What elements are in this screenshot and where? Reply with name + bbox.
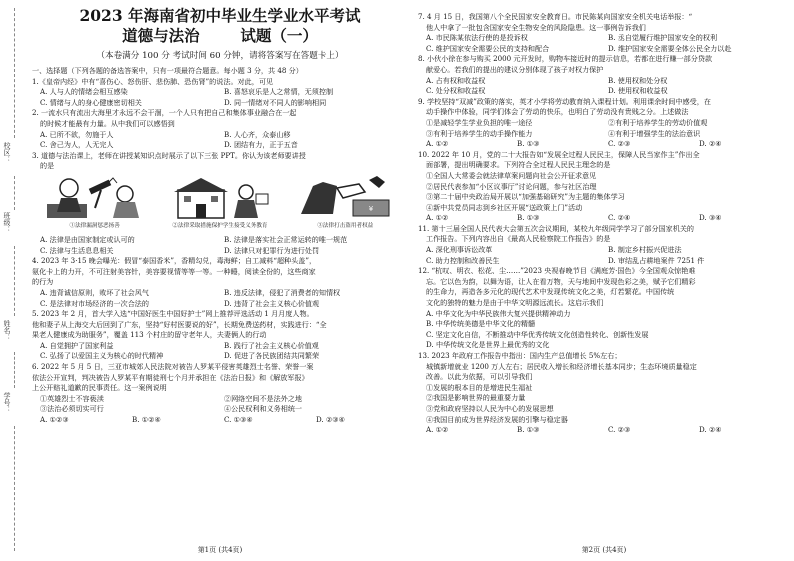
statement-2: ②居民代表参加“小区议事厅”讨论问题，参与社区治理 (426, 181, 597, 191)
question-9-stem: 9. 学校坚持“双减”政策的落实，英才小学将劳动教育纳入课程计划。利用课余时间中感受，在 (418, 96, 711, 106)
question-4-stem: 氨化卡上的力开，不可注射美容针，美容要视情等等一等。一种睡，阅读全份的，这些商家 (32, 266, 316, 276)
question-3-stem: 的是 (40, 161, 55, 171)
question-7-options (418, 44, 790, 55)
option-c: C. 维护国家安全需要公民的支持和配合 (426, 43, 550, 53)
option-c: C. 情绪与人的身心健康密切相关 (40, 97, 142, 107)
question-1-options (32, 98, 408, 109)
option-b: B. 制定乡村振兴促进法 (608, 245, 682, 255)
statement-1: ①发展的根本目的是增进民生福祉 (426, 382, 533, 392)
page-footer: 第1页 (共4页) (197, 546, 243, 554)
option-b: B. ①③ (517, 139, 540, 149)
option-c: C. ②③ (608, 139, 631, 149)
option-b: B. ①②④ (132, 415, 161, 425)
question-3-stem: 3. 道德与法治课上，老师在讲授某知识点时展示了以下三张 PPT。你认为该老师要讲授 (32, 150, 306, 160)
question-6-options (32, 415, 408, 426)
exam-instructions: （本卷满分 100 分 考试时间 60 分钟，请将答案写在答题卡上） (96, 51, 344, 61)
statement-1: ①英雄烈士不容亵渎 (40, 393, 104, 403)
question-13-options (418, 425, 790, 436)
statement-2: ②网络空间不是法外之地 (224, 393, 303, 403)
question-5-options (32, 341, 408, 352)
option-d: D. 团结有力，正于五音 (224, 140, 298, 150)
question-2-stem: 2. 一流水只有流出大海里才永远不会干涸，一个人只有把自己和集体事业融合在一起 (32, 108, 297, 118)
question-11-options (418, 256, 790, 267)
cartoon-1-caption: ①法律漏洞惩恶扬善 (69, 222, 120, 229)
option-b: B. 喜怒哀乐是人之常情，无须控制 (224, 87, 334, 97)
statement-3: ③党和政府坚持以人民为中心的发展思想 (426, 403, 554, 413)
question-6-stem: 依法公开宣判，判决被告人罗某平有期徒刑七个月并承担在《法治日报》和《解放军报》 (32, 372, 309, 382)
option-b: B. 中华传统美德是中华文化的精髓 (426, 319, 536, 329)
question-2-options (32, 130, 408, 141)
strip-label-id: 学号： (3, 392, 11, 413)
cartoon-image-school (168, 174, 272, 222)
option-a: A. ①② (426, 213, 449, 223)
subject-name: 道德与法治 (122, 26, 200, 45)
question-10-stem: 面部署，提出明确要求。下列符合全过程人民民主理念的是 (426, 160, 611, 170)
option-b: B. 法律是落实社会正常运转的唯一规范 (224, 234, 348, 244)
question-11-stem: 工作报告。下列内容出自《最高人民检察院工作报告》的是 (426, 234, 611, 244)
question-7-stem: 7. 4 月 15 日，我国第八个全民国家安全教育日。市民陈某向国家安全机关电话举报：“ (418, 12, 693, 21)
statement-2: ②我国是影响世界的最重要力量 (426, 393, 526, 403)
question-6-statements (32, 394, 408, 405)
statement-4: ④公民权利和义务相统一 (224, 404, 303, 414)
statement-3: ③法治必须切实可行 (40, 404, 104, 414)
option-d: D. 促进了各民族团结共同繁荣 (224, 351, 320, 361)
question-13-stem: 改善。以此为依据，可以引导我们 (426, 372, 533, 382)
question-9-stem: 动手操作中体验，同学们体会了劳动的快乐，也明白了劳动没有贵贱之分。上述做法 (426, 107, 689, 117)
page-1 (32, 0, 408, 561)
option-d: D. ③④ (699, 213, 722, 223)
question-6-stem: 6. 2022 年 5 月 5 日，三亚市城郊人民法院对被告人罗某平侵害英雄烈士名誉、荣誉一案 (32, 362, 314, 372)
option-c: C. 助力控制和改善民生 (426, 255, 500, 265)
option-a: A. ①② (426, 139, 449, 149)
question-12-stem: 文化的独特的魅力是由于中华文明源远流长。这启示我们 (426, 298, 604, 308)
paper-number: 试题（一） (240, 26, 318, 45)
question-13-stem: 城镇新增就业 1200 万人左右；居民收入增长和经济增长基本同步；生态环境质量稳定 (426, 361, 697, 371)
cartoon-3-caption: ③法律打击盗用者权益 (317, 222, 374, 229)
page-footer: 第2页 (共4页) (581, 546, 627, 554)
question-5-stem: 5. 2023 年 2 月，首大学入选“中国好医生中国好护士”网上推荐评选活动 1 月月度人物。 (32, 309, 314, 319)
question-7-options (418, 33, 790, 44)
question-3-options (32, 235, 408, 246)
option-a: A. 法律是由国家制定或认可的 (40, 234, 135, 244)
option-c: C. ②④ (608, 213, 631, 223)
option-c: C. 法律与生活息息相关 (40, 245, 114, 255)
question-11-options (418, 245, 790, 256)
strip-label-name: 姓名： (3, 320, 11, 341)
cut-line (14, 246, 15, 316)
cut-line (14, 8, 15, 138)
option-c: C. ②③ (608, 425, 631, 435)
question-12-stem: 12. “杭叹、明衣、松花、尘……”2023 央视春晚节目《满庭芳·国色》今全国观众惊艳难 (418, 266, 696, 276)
question-9-statements (418, 118, 790, 129)
question-8-options (418, 86, 790, 97)
question-10-stem: 10. 2022 年 10 月，党的二十大报告如“发展全过程人民民主，保障人民当家作主”作出全 (418, 149, 700, 159)
statement-4: ④有利于增强学生的法治意识 (608, 128, 701, 138)
option-a: A. 市民陈某依法行使的是投诉权 (426, 33, 528, 43)
section-heading: 一、选择题（下列各题的备选答案中，只有一项最符合题意。每小题 3 分，共 48 分） (32, 66, 303, 75)
question-4-stem: 4. 2023 年 3·15 晚会曝光：假冒“泰国香米”，香精勾兑，毒海鲜；自工减料“超种头盖”， (32, 256, 317, 266)
option-a: A. 违背诚信原则，败坏了社会风气 (40, 287, 149, 297)
question-12-stem: 的生命力，再造各多元化的现代艺术中发现传统文化之美，灯若繁花。中国传统 (426, 287, 675, 297)
option-a: A. 占有权和收益权 (426, 75, 486, 85)
question-9-options (418, 139, 790, 150)
option-d: D. 法律只对犯罪行为进行处罚 (224, 245, 320, 255)
question-6-statements (32, 404, 408, 415)
option-a: A. 人与人的情绪会相互感染 (40, 87, 128, 97)
option-d: D. 审结乱占耕地案件 7251 件 (608, 255, 705, 265)
strip-label-campus: 校区： (3, 142, 11, 163)
cartoon-2-caption: ②法律采取措施保护学生接受义务教育 (172, 222, 268, 229)
option-c: C. 是法律对市场经济的一次合法的 (40, 298, 149, 308)
question-4-options (32, 288, 408, 299)
statement-4: ④我国目前成为世界经济发展的引擎与稳定器 (426, 414, 568, 424)
question-8-options (418, 76, 790, 87)
option-d: D. 中华传统文化是世界上最优秀的文化 (426, 340, 550, 350)
option-a: A. ①② (426, 425, 449, 435)
option-c: C. 舍己为人，人无完人 (40, 140, 114, 150)
question-3-options (32, 246, 408, 257)
option-a: A. ①②③ (40, 415, 69, 425)
statement-3: ③有利于培养学生的动手操作能力 (426, 128, 533, 138)
cartoon-2 (164, 174, 276, 234)
question-10-options (418, 213, 790, 224)
option-c: C. 坚定文化自信，不断推动中华优秀传统文化创造性转化、创新性发展 (426, 329, 649, 339)
cut-line (14, 426, 15, 551)
option-a: A. 深化刑事诉讼改革 (426, 245, 493, 255)
statement-4: ④新中共党员同志到乡社区开展“送政策上门”活动 (426, 202, 583, 212)
question-9-statements (418, 129, 790, 140)
question-1-options (32, 87, 408, 98)
question-8-stem: 献爱心。若我们的提出的建议分别体现了孩子对权力保护 (426, 64, 604, 74)
option-b: B. ①③ (517, 213, 540, 223)
svg-text:¥: ¥ (369, 204, 374, 213)
statement-1: ①全国人大常委会就法律草案问题向社会公开征求意见 (426, 170, 597, 180)
question-8-stem: 8. 小伙小徐在参与购买 2000 元开发时，购物车接近时的提示信息，若都在进行赚一部分贷款 (418, 54, 713, 64)
cut-line (14, 352, 15, 388)
exam-title: 2023 年海南省初中毕业生学业水平考试 (79, 6, 361, 25)
question-13-stem: 13. 2023 年政府工作报告中指出：国内生产总值增长 5%左右； (418, 351, 622, 360)
question-5-options (32, 351, 408, 362)
option-b: B. 违反法律，侵犯了消费者的知情权 (224, 287, 341, 297)
question-11-stem: 11. 第十三届全国人民代表大会第五次会议期间，某校九年级同学学习了部分国家机关的 (418, 223, 695, 233)
option-c: C. 弘扬了以爱国主义为核心的时代精神 (40, 351, 164, 361)
exam-subtitle (32, 26, 408, 46)
option-d: D. 维护国家安全需要全体公民全力以赴 (608, 43, 732, 53)
option-d: D. ②④ (699, 425, 722, 435)
option-d: D. 使用权和收益权 (608, 86, 668, 96)
question-4-stem: 的行为 (32, 277, 54, 287)
binding-strip (0, 0, 30, 561)
option-d: D. 同一情绪对不同人的影响相同 (224, 97, 327, 107)
statement-1: ①是减轻学生学业负担的唯一途径 (426, 117, 533, 127)
option-c: C. ①③④ (224, 415, 253, 425)
page-2 (418, 0, 790, 561)
question-4-options (32, 299, 408, 310)
option-c: C. 处分权和收益权 (426, 86, 486, 96)
cartoon-row (32, 174, 408, 234)
question-5-stem: 他和妻子从上海交大后回到了广东，坚持“好村医要说的好”，长期免费送药材，实践进行：“全 (32, 319, 327, 329)
question-2-stem: 的时候才能最有力量。从中我们可以感悟到 (40, 118, 175, 128)
cartoon-3 (289, 174, 401, 234)
option-a: A. 中华文化为中华民族伟大复兴提供精神动力 (426, 308, 571, 318)
option-d: D. ②④ (699, 139, 722, 149)
option-b: B. 人心齐，众泰山移 (224, 129, 291, 139)
cartoon-image-judge (43, 174, 147, 222)
option-d: D. 违背了社会主义核心价值观 (224, 298, 320, 308)
option-b: B. 践行了社会主义核心价值观 (224, 340, 319, 350)
statement-3: ③第二十届中央政治局开展以“加强基础研究”为主题的集体学习 (426, 192, 625, 202)
option-b: B. 使用权和处分权 (608, 75, 668, 85)
option-a: A. 自觉拥护了国家利益 (40, 340, 114, 350)
strip-label-class: 班级： (3, 212, 11, 233)
question-5-stem: 果老人健康成为助服务”，覆盖 113 个村庄的留守老年人，夫妻俩人的行动 (32, 330, 267, 340)
cut-line (14, 176, 15, 210)
question-7-stem: 他人中拿了一批包含国家安全生物安全的风险隐患。这一事例告诉我们 (426, 22, 646, 32)
question-12-stem: 忘。它以色为韵，以舞为语，让人在看万物，天与地间中发现色彩之美，赋予它们精彩 (426, 276, 696, 286)
question-1-stem: 1.《皇帝内经》中有“喜伤心、怒伤肝、悲伤肺、恐伤肾”的说法。对此，可见 (32, 76, 274, 86)
statement-2: ②有利于培养学生的劳动价值观 (608, 117, 708, 127)
option-a: A. 已所不欲，勿施于人 (40, 129, 114, 139)
option-b: B. 丞自觉履行维护国家安全的权利 (608, 33, 718, 43)
question-6-stem: 上公开赔礼道歉的民事责任。这一案例说明 (32, 383, 167, 393)
option-d: D. ②③④ (316, 415, 346, 425)
option-b: B. ①③ (517, 425, 540, 435)
cartoon-image-hand (293, 174, 397, 222)
question-2-options (32, 140, 408, 151)
cartoon-1 (39, 174, 151, 234)
